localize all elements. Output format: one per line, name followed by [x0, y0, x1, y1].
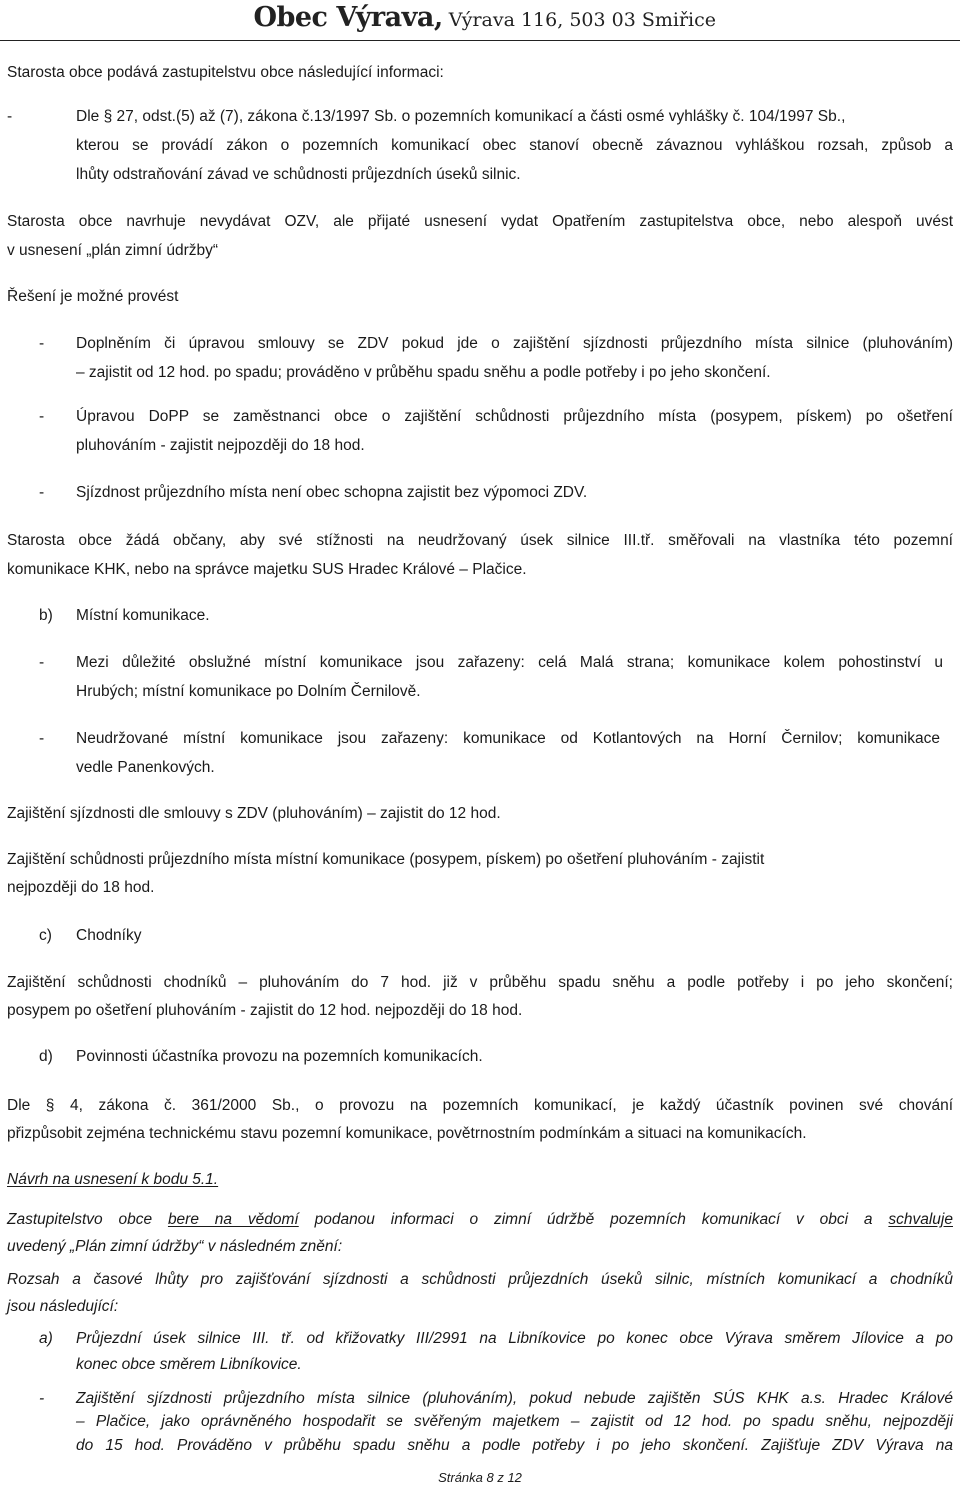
- resolution-line: konec obce směrem Libníkovice.: [76, 1356, 302, 1373]
- text-line: nejpozději do 18 hod.: [7, 879, 155, 896]
- dash-marker: -: [39, 730, 45, 747]
- resolution-text: Zastupitelstvo obce: [7, 1211, 168, 1228]
- header-rule: [0, 40, 960, 41]
- text-line: Mezi důležité obslužné místní komunikace jsou zařazeny: celá Malá strana; komunikace kolem pohostinství u: [76, 654, 943, 671]
- resolution-line: jsou následující:: [7, 1298, 119, 1315]
- text-line: přizpůsobit zejména technickému stavu pozemní komunikace, povětrnostním podmínkám a situaci na komunikacích.: [7, 1125, 807, 1142]
- text-line: komunikace KHK, nebo na správce majetku SUS Hradec Králové – Plačice.: [7, 561, 527, 578]
- page-number: Stránka 8 z 12: [438, 1470, 522, 1485]
- resolution-line: uvedený „Plán zimní údržby“ v následném znění:: [7, 1238, 343, 1255]
- dash-marker: -: [39, 408, 45, 425]
- page-header: [253, 2, 716, 33]
- text-line: Sjízdnost průjezdního místa není obec schopna zajistit bez výpomoci ZDV.: [76, 484, 588, 501]
- section-heading: Místní komunikace.: [76, 607, 210, 624]
- resolution-title: Návrh na usnesení k bodu 5.1.: [7, 1171, 219, 1188]
- text-line: pluhováním - zajistit nejpozději do 18 hod.: [76, 437, 365, 454]
- dash-marker: -: [39, 654, 45, 671]
- text-line: Starosta obce navrhuje nevydávat OZV, ale přijaté usnesení vydat Opatřením zastupitelstva obce, nebo alespoň uvést: [7, 213, 953, 230]
- text-line: posypem po ošetření pluhováním - zajistit do 12 hod. nejpozději do 18 hod.: [7, 1002, 523, 1019]
- resolution-line: Zajištění sjízdnosti průjezdního místa silnice (pluhováním), pokud nebude zajištěn SÚS KHK a.s. Hradec Králové: [76, 1390, 953, 1407]
- text-line: Neudržované místní komunikace jsou zařazeny: komunikace od Kotlantových na Horní Černilov; komunikace: [76, 730, 940, 747]
- section-heading: Povinnosti účastníka provozu na pozemních komunikacích.: [76, 1048, 483, 1065]
- header-org: Obec Výrava,: [253, 2, 443, 33]
- list-marker: c): [39, 927, 52, 944]
- list-marker: d): [39, 1048, 53, 1065]
- dash-marker: -: [7, 108, 13, 125]
- list-marker: a): [39, 1330, 53, 1347]
- dash-marker: -: [39, 335, 45, 352]
- text-line: Zajištění schůdnosti chodníků – pluhováním do 7 hod. již v průběhu spadu sněhu a podle potřeby i po jeho skončení;: [7, 974, 953, 991]
- dash-marker: -: [39, 484, 45, 501]
- resolution-line: [7, 1210, 953, 1230]
- dash-marker: -: [39, 1390, 45, 1407]
- resolution-text: podanou informaci o zimní údržbě pozemních komunikací v obci a: [298, 1211, 889, 1228]
- text-line: Řešení je možné provést: [7, 288, 179, 305]
- text-line: v usnesení „plán zimní údržby“: [7, 242, 219, 259]
- list-marker: b): [39, 607, 53, 624]
- text-line: Hrubých; místní komunikace po Dolním Černilově.: [76, 683, 421, 700]
- header-address: Výrava 116, 503 03 Smiřice: [442, 9, 716, 31]
- resolution-emphasis: schvaluje: [888, 1211, 953, 1228]
- text-line: Starosta obce žádá občany, aby své stížnosti na neudržovaný úsek silnice III.tř. směřovali na vlastníka této pozemní: [7, 532, 953, 549]
- text-line: Úpravou DoPP se zaměstnanci obce o zajištění schůdnosti průjezdního místa (posypem, pískem) po ošetření: [76, 408, 953, 425]
- text-line: vedle Panenkových.: [76, 759, 215, 776]
- text-line: Zajištění sjízdnosti dle smlouvy s ZDV (pluhováním) – zajistit do 12 hod.: [7, 805, 501, 822]
- text-line: kterou se provádí zákon o pozemních komunikací obec stanoví obecně závaznou vyhláškou rozsah, způsob a: [76, 137, 953, 154]
- text-line: Dle § 4, zákona č. 361/2000 Sb., o provozu na pozemních komunikací, je každý účastník povinen své chování: [7, 1097, 953, 1114]
- text-line: Starosta obce podává zastupitelstvu obce následující informaci:: [7, 64, 444, 81]
- resolution-line: – Plačice, jako oprávněného hospodařit se svěřeným majetkem – zajistit od 12 hod. po spadu sněhu, nejpozději: [76, 1413, 953, 1430]
- resolution-line: do 15 hod. Prováděno v průběhu spadu sněhu a podle potřeby i po jeho skončení. Zajišťuje ZDV Výrava na: [76, 1437, 953, 1454]
- text-line: lhůty odstraňování závad ve schůdnosti průjezdních úseků silnic.: [76, 166, 521, 183]
- text-line: – zajistit od 12 hod. po spadu; prováděno v průběhu spadu sněhu a podle potřeby i po jeho skončení.: [76, 364, 771, 381]
- resolution-line: Průjezdní úsek silnice III. tř. od křižovatky III/2991 na Libníkovice po konec obce Výrava směrem Jílovice a po: [76, 1330, 953, 1347]
- resolution-line: Rozsah a časové lhůty pro zajišťování sjízdnosti a schůdnosti průjezdních úseků silnic, místních komunikací a chodníků: [7, 1271, 953, 1288]
- text-line: Zajištění schůdnosti průjezdního místa místní komunikace (posypem, pískem) po ošetření pluhováním - zajistit: [7, 851, 765, 868]
- text-line: Dle § 27, odst.(5) až (7), zákona č.13/1997 Sb. o pozemních komunikací a části osmé vyhlášky č. 104/1997 Sb.,: [76, 108, 846, 125]
- text-line: Doplněním či úpravou smlouvy se ZDV pokud jde o zajištění sjízdnosti průjezdního místa silnice (pluhováním): [76, 335, 953, 352]
- resolution-emphasis: bere na vědomí: [167, 1211, 299, 1228]
- section-heading: Chodníky: [76, 927, 142, 944]
